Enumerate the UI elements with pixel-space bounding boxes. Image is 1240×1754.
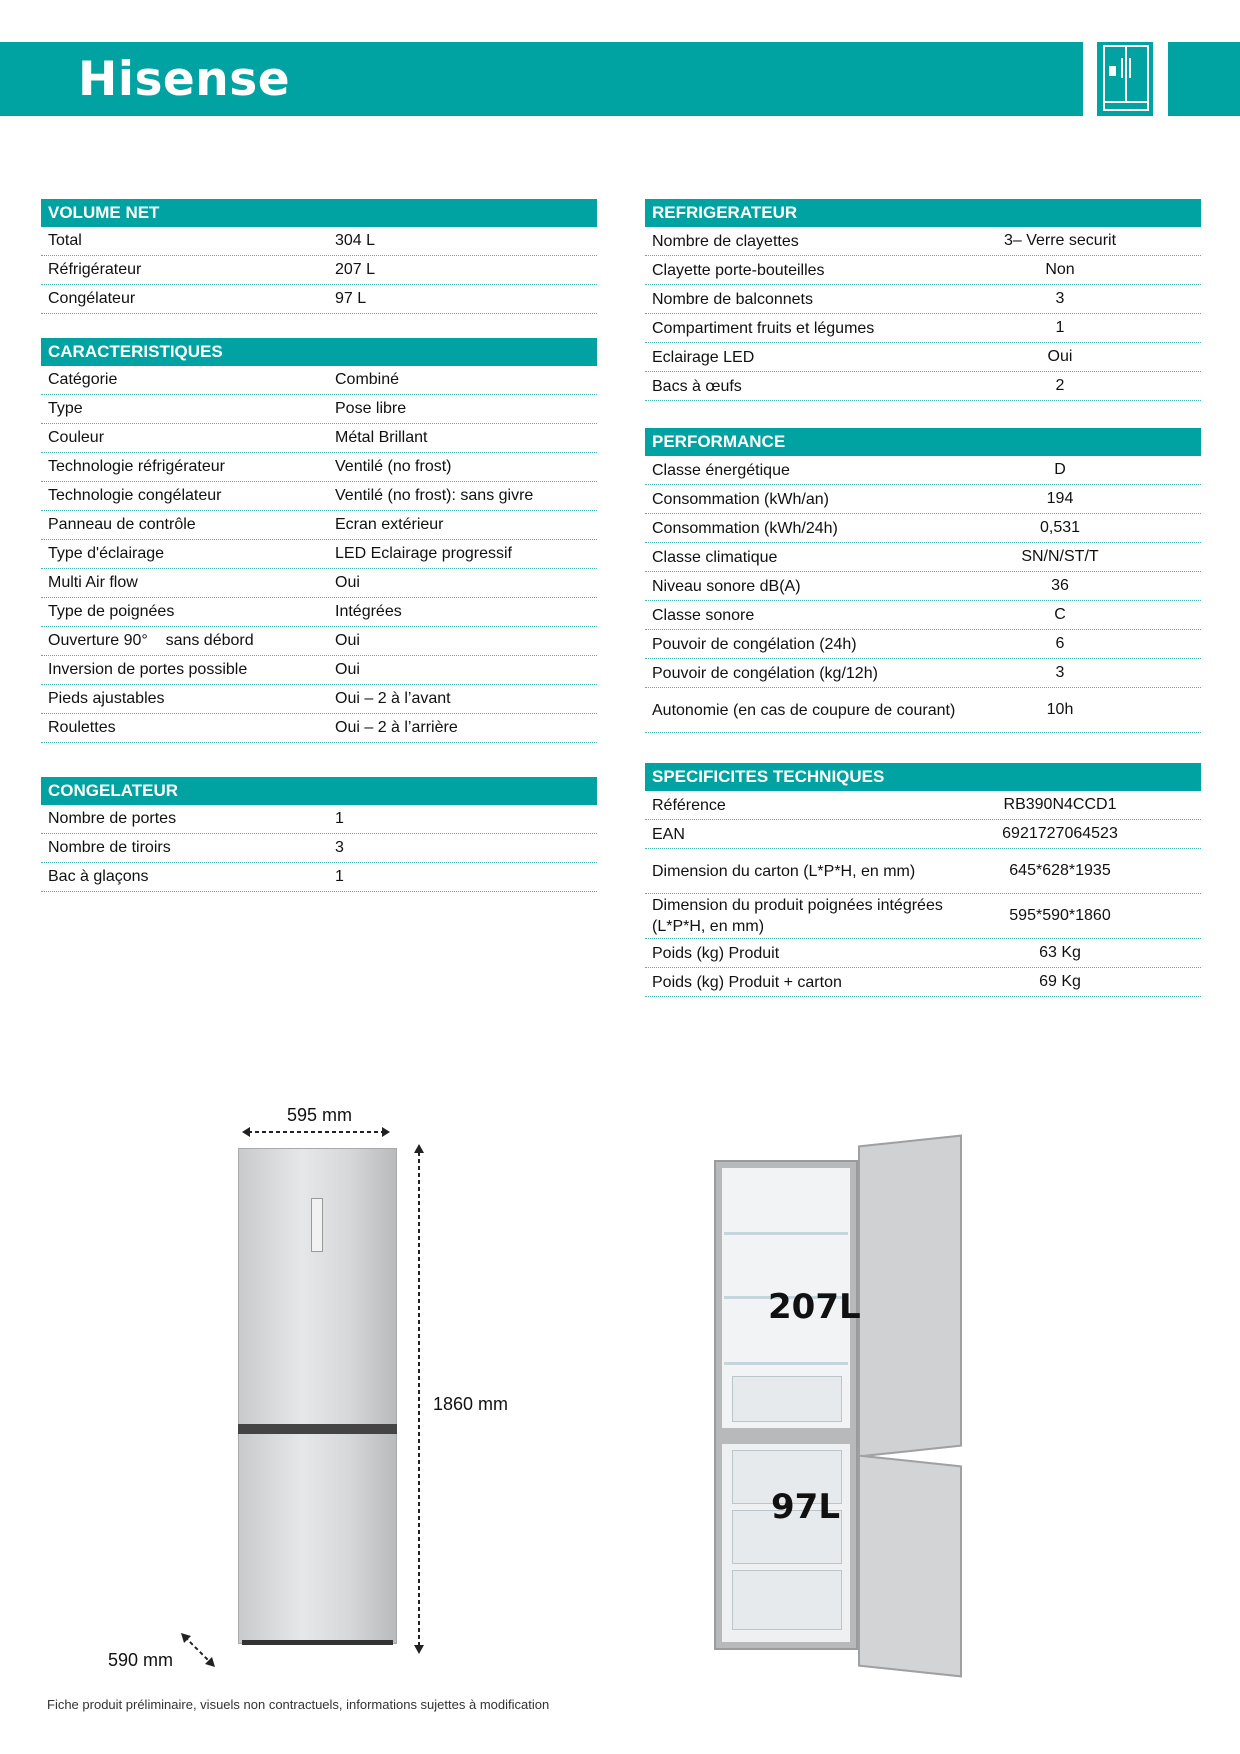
table-row [41, 540, 597, 569]
row-value: 97 L [335, 290, 367, 307]
row-value: 595*590*1860 [1009, 907, 1111, 924]
row-label: Technologie réfrigérateur [48, 458, 225, 475]
section-title: REFRIGERATEUR [645, 199, 1201, 227]
row-value: 1 [1055, 319, 1065, 336]
row-label: Eclairage LED [652, 348, 755, 366]
row-value: 10h [1046, 701, 1074, 718]
row-value: Pose libre [335, 400, 407, 417]
row-label: Panneau de contrôle [48, 516, 196, 533]
row-value: Combiné [335, 371, 400, 388]
fridge-door-open [858, 1135, 962, 1458]
row-value: 36 [1051, 577, 1069, 594]
row-label: Catégorie [48, 371, 118, 388]
row-label: EAN [652, 825, 685, 843]
freezer-door-open [858, 1455, 962, 1678]
row-value: 2 [1055, 377, 1065, 394]
row-value: C [1054, 606, 1066, 623]
row-value: Oui – 2 à l’arrière [335, 719, 458, 736]
section-title: CARACTERISTIQUES [41, 338, 597, 366]
table-row [41, 453, 597, 482]
depth-arrow [180, 1632, 216, 1668]
footer-note: Fiche produit préliminaire, visuels non contractuels, informations sujettes à modification [47, 1697, 550, 1712]
depth-label: 590 mm [108, 1650, 174, 1670]
fridge-door-gap [238, 1424, 397, 1434]
table-row [645, 894, 1201, 939]
table-row [645, 968, 1201, 997]
table-row [41, 227, 597, 256]
table-row [645, 791, 1201, 820]
crisper-drawer [732, 1376, 842, 1422]
row-label: Multi Air flow [48, 574, 138, 591]
row-value: Intégrées [335, 603, 402, 620]
table-row [41, 569, 597, 598]
glass-shelf [724, 1232, 848, 1235]
row-label: Référence [652, 796, 726, 814]
row-label: Ouverture 90° sans débord [48, 632, 254, 649]
row-value: 63 Kg [1039, 944, 1081, 961]
row-label: Niveau sonore dB(A) [652, 577, 801, 595]
row-value: Oui [335, 632, 360, 649]
table-row [41, 366, 597, 395]
row-value: Non [1045, 261, 1075, 278]
section-caracteristiques [41, 338, 597, 743]
row-label: Congélateur [48, 290, 136, 307]
table-row [645, 572, 1201, 601]
section-refrigerateur [645, 199, 1201, 401]
row-label: Classe sonore [652, 606, 755, 624]
row-label: Roulettes [48, 719, 116, 736]
row-value: Oui – 2 à l’avant [335, 690, 451, 707]
brand-logo: Hisense [78, 52, 291, 107]
row-value: 3 [1055, 290, 1065, 307]
header-icon-gap-left [1083, 42, 1097, 116]
row-label: Type de poignées [48, 603, 175, 620]
section-congelateur [41, 777, 597, 892]
row-label: Réfrigérateur [48, 261, 142, 278]
table-row [645, 514, 1201, 543]
row-label: Poids (kg) Produit [652, 944, 780, 962]
section-specificites-techniques [645, 763, 1201, 997]
row-label: Nombre de balconnets [652, 290, 813, 308]
width-arrow [242, 1125, 390, 1139]
fridge-volume-label: 207L [768, 1287, 861, 1327]
row-label: Total [48, 232, 82, 249]
table-row [41, 805, 597, 834]
row-value: Ecran extérieur [335, 516, 444, 533]
row-value: 207 L [335, 261, 376, 278]
table-row [41, 482, 597, 511]
row-label: Technologie congélateur [48, 487, 222, 504]
row-value: 69 Kg [1039, 973, 1081, 990]
table-row [41, 656, 597, 685]
row-label: Dimension du produit poignées intégrées (L*P*H, en mm) [652, 897, 943, 935]
header-icon-gap-right [1153, 42, 1168, 116]
table-row [645, 688, 1201, 733]
row-value: 3– Verre securit [1003, 232, 1117, 249]
control-panel [311, 1198, 323, 1252]
table-row [645, 285, 1201, 314]
table-row [41, 685, 597, 714]
height-label: 1860 mm [433, 1394, 509, 1414]
row-label: Classe climatique [652, 548, 778, 566]
section-volume-net [41, 199, 597, 314]
section-title: VOLUME NET [41, 199, 597, 227]
row-label: Poids (kg) Produit + carton [652, 973, 842, 991]
row-label: Inversion de portes possible [48, 661, 248, 678]
freezer-drawer [732, 1570, 842, 1630]
table-row [645, 343, 1201, 372]
fridge-outline-icon [1100, 44, 1152, 114]
row-value: D [1054, 461, 1066, 478]
row-label: Nombre de portes [48, 810, 177, 827]
table-row [41, 863, 597, 892]
row-value: 194 [1046, 490, 1074, 507]
table-row [41, 256, 597, 285]
row-value: RB390N4CCD1 [1003, 796, 1117, 813]
table-row [41, 285, 597, 314]
row-value: Oui [335, 661, 360, 678]
table-row [645, 227, 1201, 256]
glass-shelf [724, 1362, 848, 1365]
table-row [645, 456, 1201, 485]
table-row [41, 598, 597, 627]
row-value: 1 [335, 868, 344, 885]
row-label: Nombre de clayettes [652, 232, 799, 250]
table-row [41, 424, 597, 453]
header-band-right [1168, 42, 1240, 116]
row-label: Classe énergétique [652, 461, 790, 479]
row-label: Autonomie (en cas de coupure de courant) [652, 701, 956, 719]
section-title: PERFORMANCE [645, 428, 1201, 456]
row-value: Métal Brillant [335, 429, 428, 446]
row-label: Consommation (kWh/an) [652, 490, 829, 508]
row-label: Compartiment fruits et légumes [652, 319, 875, 337]
row-label: Dimension du carton (L*P*H, en mm) [652, 862, 916, 880]
row-label: Clayette porte-bouteilles [652, 261, 825, 279]
row-value: 645*628*1935 [1009, 862, 1111, 879]
section-title: SPECIFICITES TECHNIQUES [645, 763, 1201, 791]
row-label: Type d'éclairage [48, 545, 165, 562]
table-row [645, 849, 1201, 894]
height-arrow [412, 1144, 426, 1654]
row-label: Nombre de tiroirs [48, 839, 171, 856]
row-value: LED Eclairage progressif [335, 545, 512, 562]
table-row [645, 939, 1201, 968]
fridge-base [242, 1640, 393, 1645]
row-label: Type [48, 400, 83, 417]
row-value: 3 [335, 839, 344, 856]
row-value: Oui [335, 574, 360, 591]
row-label: Pouvoir de congélation (kg/12h) [652, 664, 878, 682]
row-value: Ventilé (no frost): sans givre [335, 487, 534, 504]
table-row [645, 630, 1201, 659]
row-value: 1 [335, 810, 344, 827]
row-value: 3 [1055, 664, 1065, 681]
table-row [41, 714, 597, 743]
table-row [645, 372, 1201, 401]
table-row [41, 395, 597, 424]
row-value: Ventilé (no frost) [335, 458, 452, 475]
table-row [41, 627, 597, 656]
table-row [645, 543, 1201, 572]
row-value: 0,531 [1039, 519, 1081, 536]
row-label: Pouvoir de congélation (24h) [652, 635, 857, 653]
row-value: Oui [1047, 348, 1073, 365]
table-row [645, 485, 1201, 514]
table-row [645, 256, 1201, 285]
table-row [645, 601, 1201, 630]
table-row [645, 820, 1201, 849]
row-label: Consommation (kWh/24h) [652, 519, 838, 537]
row-label: Bacs à œufs [652, 377, 742, 395]
row-label: Bac à glaçons [48, 868, 149, 885]
width-label: 595 mm [287, 1105, 353, 1125]
section-title: CONGELATEUR [41, 777, 597, 805]
row-value: 304 L [335, 232, 376, 249]
row-label: Couleur [48, 429, 105, 446]
table-row [645, 314, 1201, 343]
row-value: 6921727064523 [1002, 825, 1118, 842]
section-performance [645, 428, 1201, 733]
row-value: SN/N/ST/T [1021, 548, 1099, 565]
table-row [645, 659, 1201, 688]
freezer-volume-label: 97L [771, 1487, 840, 1527]
row-value: 6 [1055, 635, 1065, 652]
table-row [41, 834, 597, 863]
table-row [41, 511, 597, 540]
row-label: Pieds ajustables [48, 690, 165, 707]
